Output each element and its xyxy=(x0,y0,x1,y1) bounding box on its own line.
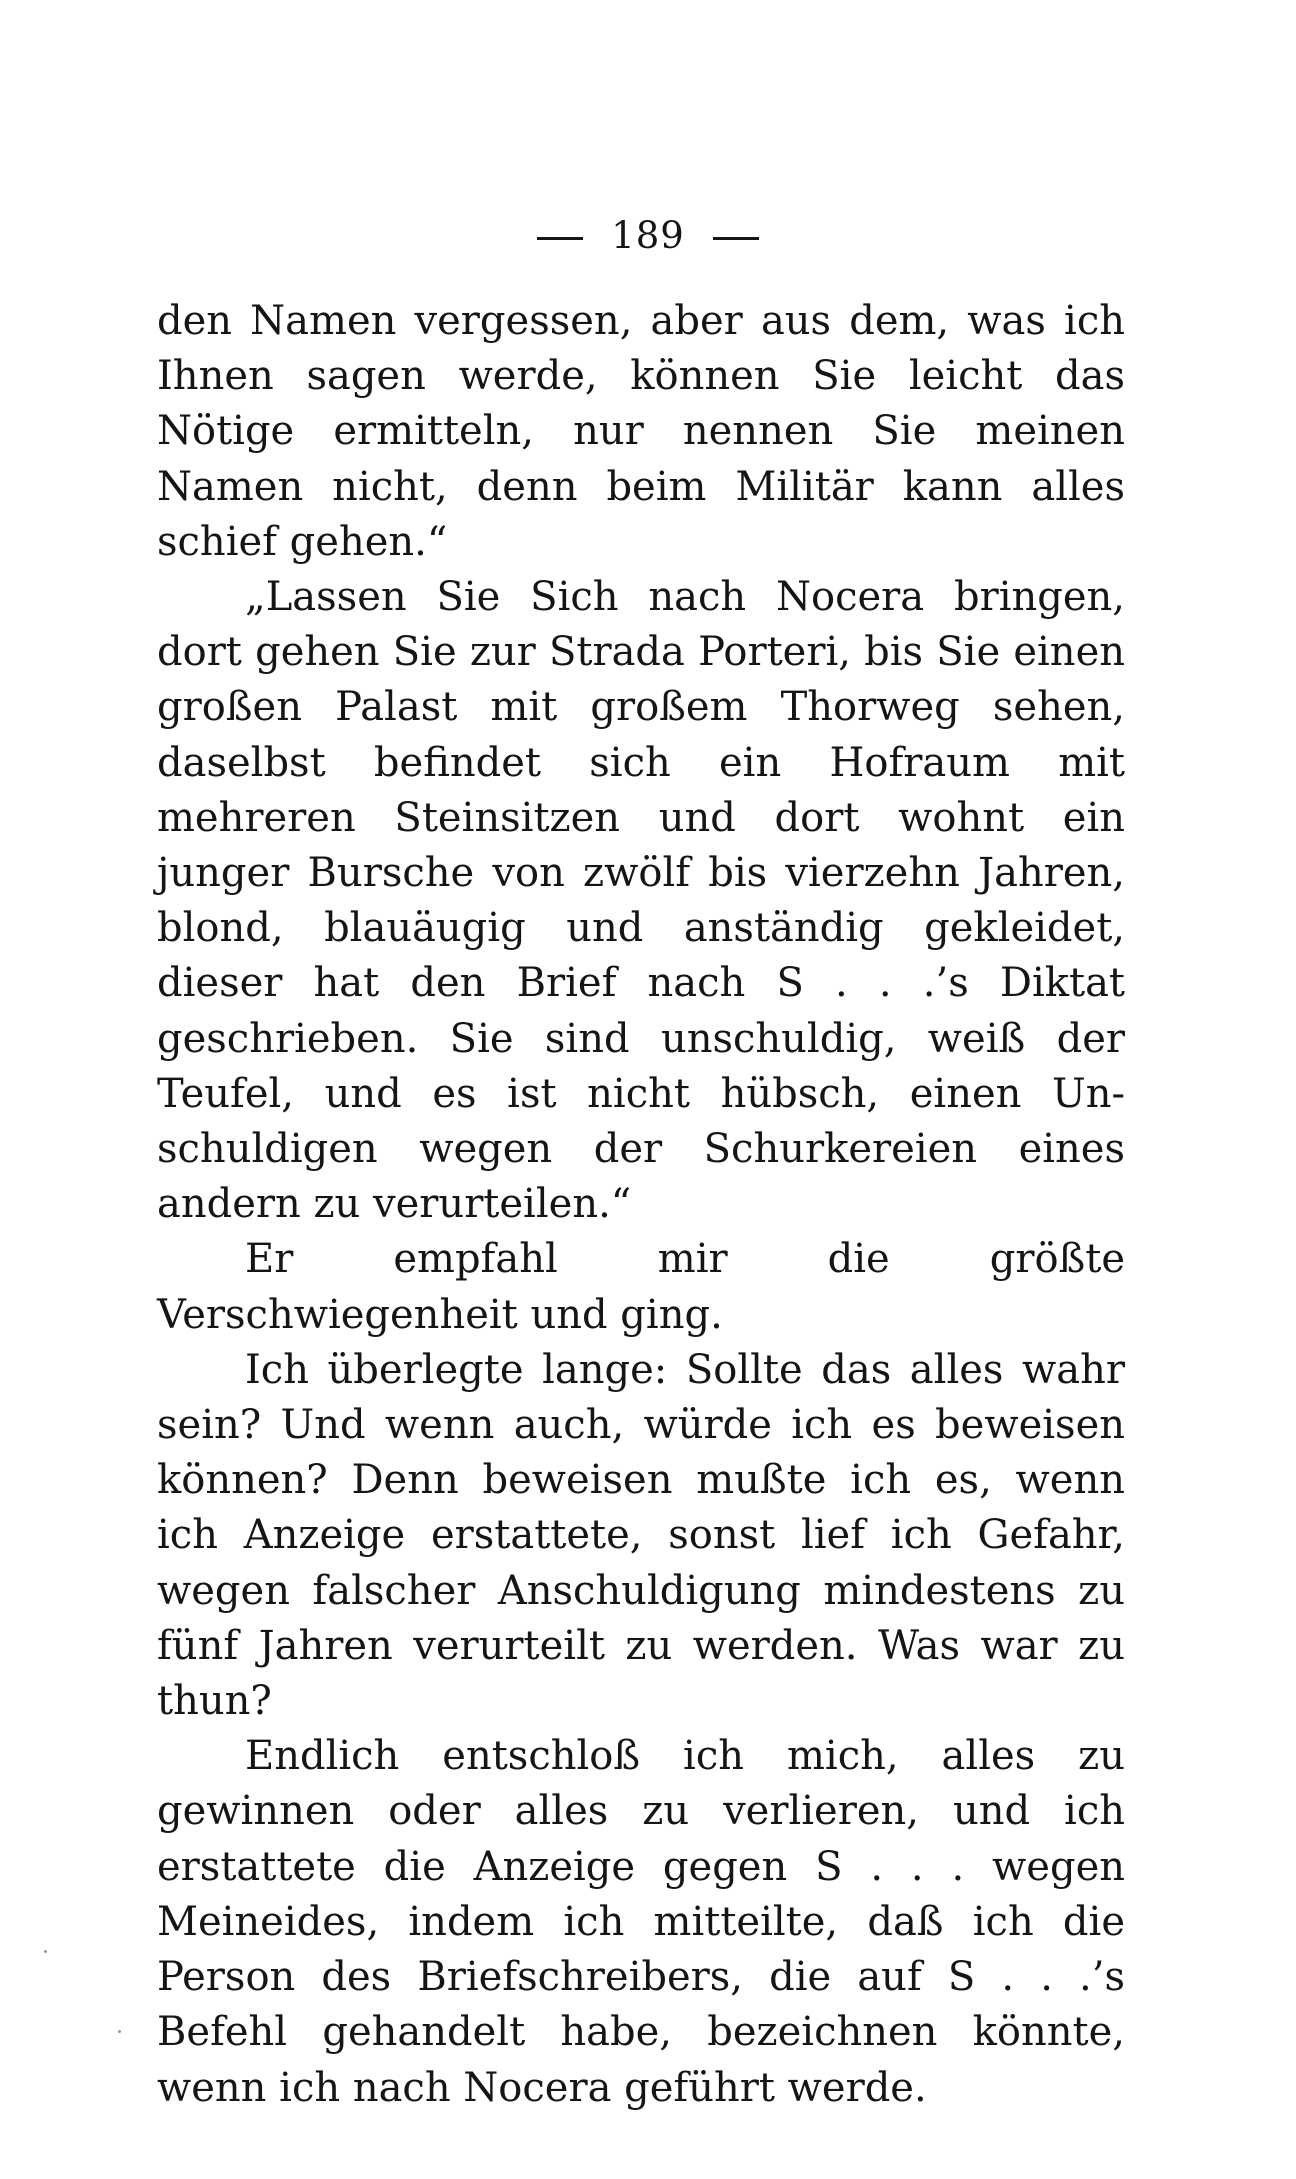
paragraph: Ich überlegte lange: Sollte das alles wahr sein? Und wenn auch, würde ich es beweisen können? Denn beweisen mußte ich es, wenn ich Anzeige erstattete, sonst lief ich Gefahr, wegen falscher Anschuldigung mindestens zu fünf Jahren verurteilt zu werden. Was war zu thun? xyxy=(157,1346,1125,1725)
header-dash-right xyxy=(713,237,759,240)
text-body xyxy=(157,294,1125,2116)
paper-speck xyxy=(118,2030,121,2033)
paragraph-continuation: den Namen vergessen, aber aus dem, was ich Ihnen sagen werde, können Sie leicht das Nötige ermitteln, nur nennen Sie meinen Namen nicht, denn beim Militär kann alles schief gehen.“ xyxy=(157,298,1125,565)
paper-speck xyxy=(44,1950,47,1953)
page-number: 189 xyxy=(611,214,685,257)
header-dash-left xyxy=(537,237,583,240)
page-header xyxy=(0,214,1296,257)
paragraph: Er empfahl mir die größte Verschwiegenheit und ging. xyxy=(157,1236,1125,1338)
paragraph: Endlich entschloß ich mich, alles zu gewinnen oder alles zu verlieren, und ich erstattete die Anzeige gegen S . . . wegen Meineides, indem ich mitteilte, daß ich die Person des Briefschreibers, die auf S . . .’s Befehl gehandelt habe, bezeichnen könnte, wenn ich nach Nocera geführt werde. xyxy=(157,1733,1125,2111)
paragraph-quote: „Lassen Sie Sich nach Nocera bringen, dort gehen Sie zur Strada Porteri, bis Sie einen großen Palast mit großem Thorweg sehen, daselbst befindet sich ein Hofraum mit mehreren Steinsitzen und dort wohnt ein junger Bursche von zwölf bis vierzehn Jahren, blond, blauäugig und anständig gekleidet, dieser hat den Brief nach S . . .’s Diktat geschrieben. Sie sind unschuldig, weiß der Teufel, und es ist nicht hübsch, einen Unschuldigen wegen der Schurkereien eines andern zu verurteilen.“ xyxy=(157,574,1125,1228)
